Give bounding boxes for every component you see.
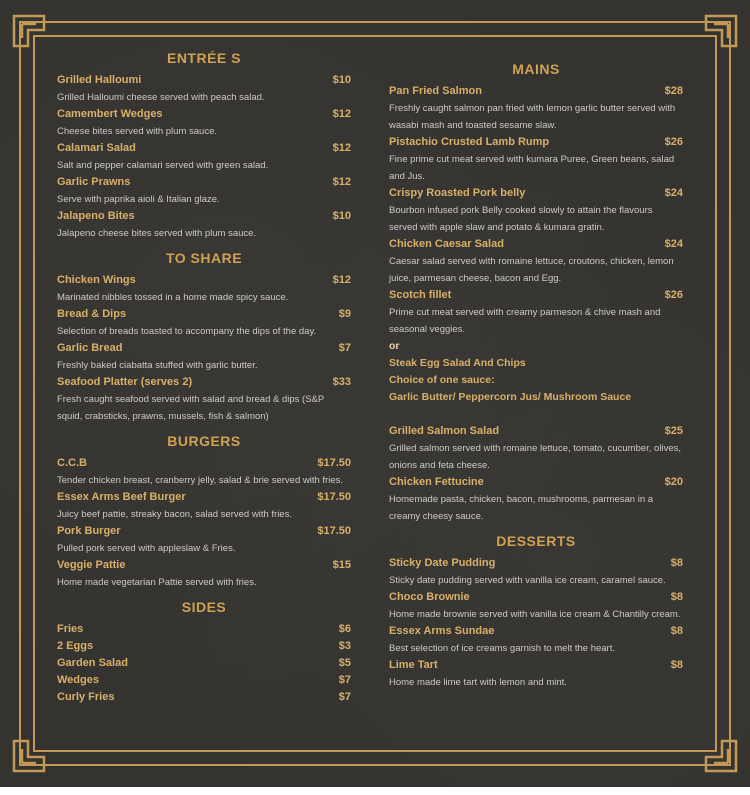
sauce-label: Choice of one sauce: (389, 374, 495, 386)
item-name: Chicken Wings (57, 274, 136, 286)
menu-item-row (57, 340, 351, 357)
item-price: $17.50 (317, 525, 351, 537)
item-name: Essex Arms Beef Burger (57, 491, 186, 503)
menu-item-row (57, 174, 351, 191)
item-description: Serve with paprika aioli & Italian glaze. (57, 194, 220, 205)
item-name: Pork Burger (57, 525, 121, 537)
item-name: Scotch fillet (389, 289, 452, 301)
menu-item-row (57, 272, 351, 289)
item-price: $6 (338, 623, 351, 635)
item-description: Pulled pork served with appleslaw & Fries. (57, 543, 236, 554)
spacer (389, 406, 683, 423)
menu-item-row (389, 134, 683, 151)
item-price: $8 (670, 625, 683, 637)
item-name: Jalapeno Bites (57, 210, 135, 222)
item-description: Prime cut meat served with creamy parmeson & chive mash and seasonal veggies. (389, 307, 661, 335)
section-heading: DESSERTS (496, 533, 576, 549)
item-name: Garden Salad (57, 657, 128, 669)
item-price: $26 (664, 136, 683, 148)
menu-item-row (57, 374, 351, 391)
item-name: Bread & Dips (57, 308, 127, 320)
menu-item-row (57, 208, 351, 225)
item-name: 2 Eggs (57, 640, 94, 652)
item-description: Homemade pasta, chicken, bacon, mushrooms, parmesan in a creamy cheesy sauce. (389, 494, 654, 522)
item-name: Veggie Pattie (57, 559, 126, 571)
item-price: $17.50 (317, 491, 351, 503)
item-description: Caesar salad served with romaine lettuce, croutons, chicken, lemon juice, parmesan cheese, bacon and Egg. (389, 256, 674, 284)
item-description: Home made vegetarian Pattie served with fries. (57, 577, 257, 588)
item-description: Jalapeno cheese bites served with plum sauce. (57, 228, 257, 239)
item-description: Selection of breads toasted to accompany the dips of the day. (57, 326, 317, 337)
item-price: $28 (664, 85, 683, 97)
item-description: Marinated nibbles tossed in a home made spicy sauce. (57, 292, 289, 303)
menu-item-row (389, 236, 683, 253)
item-price: $8 (670, 557, 683, 569)
item-name: Pistachio Crusted Lamb Rump (389, 136, 550, 148)
item-description: Fine prime cut meat served with kumara Puree, Green beans, salad and Jus. (389, 154, 675, 182)
item-price: $7 (338, 674, 351, 686)
item-name: Grilled Salmon Salad (389, 425, 500, 437)
item-name: Garlic Prawns (57, 176, 131, 188)
item-price: $5 (338, 657, 351, 669)
item-description: Cheese bites served with plum sauce. (57, 126, 217, 137)
menu-item-row (389, 83, 683, 100)
item-description: Sticky date pudding served with vanilla ice cream, caramel sauce. (389, 575, 666, 586)
item-description: Home made lime tart with lemon and mint. (389, 677, 567, 688)
item-price: $24 (664, 187, 683, 199)
right-column (389, 53, 683, 691)
item-name: Pan Fried Salmon (389, 85, 482, 97)
menu-item-row (57, 655, 351, 672)
item-price: $3 (338, 640, 351, 652)
menu-item-row (57, 689, 351, 706)
section-heading: SIDES (181, 599, 227, 615)
menu-item-row (389, 185, 683, 202)
item-price: $9 (338, 308, 351, 320)
item-description: Freshly baked ciabatta stuffed with garlic butter. (57, 360, 258, 371)
item-price: $10 (332, 210, 351, 222)
sauce-options: Garlic Butter/ Peppercorn Jus/ Mushroom Sauce (389, 391, 632, 403)
left-column (57, 42, 351, 706)
item-description: Tender chicken breast, cranberry jelly, salad & brie served with fries. (57, 475, 344, 486)
item-name: Calamari Salad (57, 142, 136, 154)
item-price: $8 (670, 591, 683, 603)
menu-item-row (389, 423, 683, 440)
menu-item-row (389, 474, 683, 491)
item-price: $7 (338, 342, 351, 354)
menu-item-row (57, 72, 351, 89)
menu-item-row (57, 455, 351, 472)
item-name: Garlic Bread (57, 342, 123, 354)
item-name: Seafood Platter (serves 2) (57, 376, 193, 388)
menu-item-row (57, 557, 351, 574)
item-description: Grilled salmon served with romaine lettuce, tomato, cucumber, olives, onions and feta cheese. (389, 443, 681, 471)
item-price: $25 (664, 425, 683, 437)
item-name: Essex Arms Sundae (389, 625, 495, 637)
menu-item-row (57, 306, 351, 323)
menu-item-row (389, 657, 683, 674)
item-price: $17.50 (317, 457, 351, 469)
item-price: $33 (332, 376, 351, 388)
item-name: Grilled Halloumi (57, 74, 142, 86)
item-name: Chicken Fettucine (389, 476, 484, 488)
menu-item-row (57, 106, 351, 123)
item-price: $12 (332, 176, 351, 188)
menu-item-row (57, 672, 351, 689)
item-name: Sticky Date Pudding (389, 557, 496, 569)
item-description: Juicy beef pattie, streaky bacon, salad served with fries. (57, 509, 292, 520)
item-description: Bourbon infused pork Belly cooked slowly to attain the flavours served with apple slaw and potato & kumara gratin. (389, 205, 653, 233)
menu-item-row (57, 621, 351, 638)
steak-line: Steak Egg Salad And Chips (389, 357, 526, 369)
item-price: $12 (332, 142, 351, 154)
item-description: Salt and pepper calamari served with green salad. (57, 160, 269, 171)
item-price: $15 (332, 559, 351, 571)
item-description: Best selection of ice creams garnish to melt the heart. (389, 643, 615, 654)
menu-item-row (389, 287, 683, 304)
item-price: $24 (664, 238, 683, 250)
section-heading: BURGERS (167, 433, 241, 449)
menu-item-row (389, 555, 683, 572)
item-name: Curly Fries (57, 691, 115, 703)
menu-item-row (57, 638, 351, 655)
item-price: $12 (332, 274, 351, 286)
or-text: or (389, 340, 400, 352)
item-name: Fries (57, 623, 84, 635)
section-heading: ENTRÉE S (166, 50, 241, 66)
item-name: Wedges (57, 674, 99, 686)
item-description: Fresh caught seafood served with salad and bread & dips (S&P squid, crabsticks, prawns, mussels, fish & salmon) (57, 394, 325, 422)
item-name: C.C.B (57, 457, 87, 469)
item-name: Chicken Caesar Salad (389, 238, 504, 250)
item-name: Choco Brownie (389, 591, 470, 603)
section-heading: MAINS (512, 61, 560, 77)
item-name: Lime Tart (389, 659, 438, 671)
item-price: $7 (338, 691, 351, 703)
menu-item-row (389, 589, 683, 606)
menu-item-row (57, 140, 351, 157)
item-description: Home made brownie served with vanilla ice cream & Chantilly cream. (389, 609, 681, 620)
item-description: Freshly caught salmon pan fried with lemon garlic butter served with wasabi mash and toasted sesame slaw. (389, 103, 676, 131)
item-name: Crispy Roasted Pork belly (389, 187, 526, 199)
section-heading: TO SHARE (165, 250, 243, 266)
item-price: $8 (670, 659, 683, 671)
item-price: $26 (664, 289, 683, 301)
menu-item-row (389, 623, 683, 640)
menu-item-row (57, 523, 351, 540)
item-price: $10 (332, 74, 351, 86)
menu-item-row (57, 489, 351, 506)
item-price: $20 (664, 476, 683, 488)
item-price: $12 (332, 108, 351, 120)
item-name: Camembert Wedges (57, 108, 163, 120)
item-description: Grilled Halloumi cheese served with peach salad. (57, 92, 265, 103)
